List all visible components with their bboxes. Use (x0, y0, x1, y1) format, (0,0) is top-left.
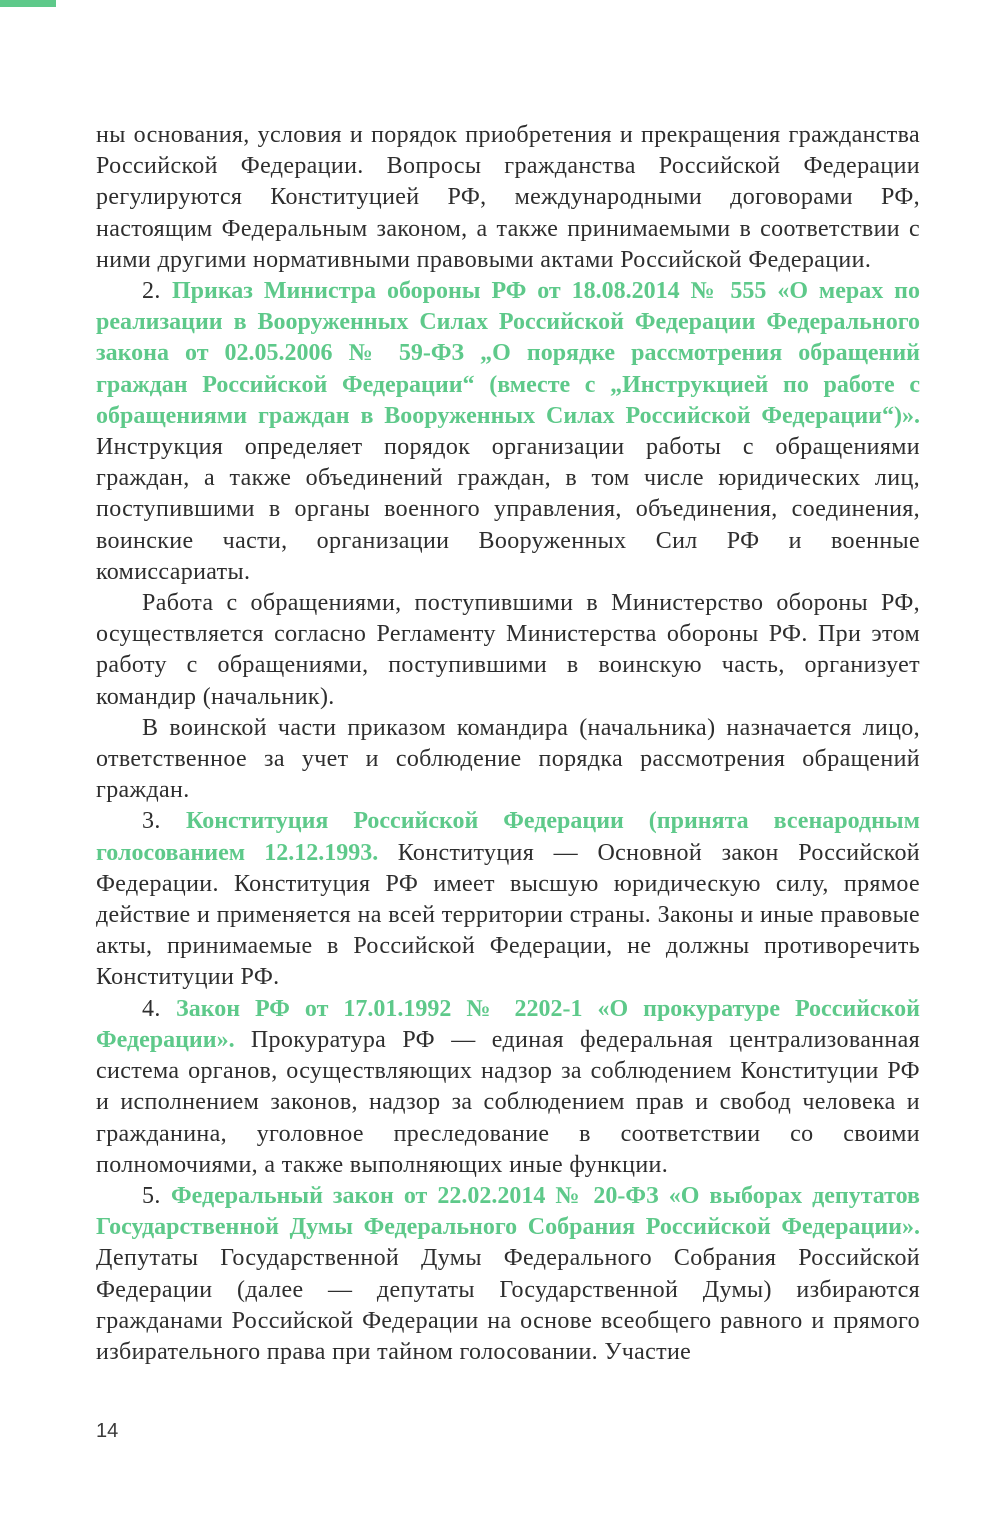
paragraph-item-4 (96, 994, 920, 1181)
paragraph-text: Депутаты Государственной Думы Федерального Собрания Российской Федерации (далее — депутаты Государственной Думы) избираются гражданами Российской Федерации на основе всеобщего равного и прямого избирательного права при тайном голосовании. Участие (96, 1245, 920, 1365)
paragraph-item-5 (96, 1181, 920, 1368)
document-body (96, 120, 920, 1368)
document-reference-title: Приказ Министра обороны РФ от 18.08.2014 № 555 «О мерах по реализации в Вооруженных Силах Российской Федерации Федерального закона от 02.05.2006 № 59-ФЗ „О порядке рассмотрения обращений граждан Российской Федерации“ (вместе с „Инструкцией по работе с обращениями граждан в Вооруженных Силах Российской Федерации“)». (96, 278, 920, 429)
paragraph-appeals-ministry (96, 588, 920, 713)
document-reference-title: Федеральный закон от 22.02.2014 № 20-ФЗ «О выборах депутатов Государственной Думы Федерального Собрания Российской Федерации». (96, 1182, 920, 1241)
document-reference-title: Конституция Российской Федерации (принята всенародным голосованием 12.12.1993. (96, 808, 920, 866)
paragraph-text: Конституция — Основной закон Российской Федерации. Конституция РФ имеет высшую юридическую силу, прямое действие и применяется на всей территории страны. Законы и иные правовые акты, принимаемые в Российской Федерации, не должны противоречить Конституции РФ. (96, 839, 921, 991)
item-number: 4. (142, 995, 161, 1022)
paragraph-item-3 (96, 806, 920, 993)
paragraph-citizenship-continuation (96, 120, 920, 276)
item-number: 5. (142, 1182, 161, 1209)
document-reference-title: Закон РФ от 17.01.1992 № 2202-1 «О прокуратуре Российской Федерации». (96, 995, 920, 1053)
item-number: 2. (142, 278, 161, 305)
paragraph-text: ны основания, условия и порядок приобретения и прекращения гражданства Российской Федерации. Вопросы гражданства Российской Федерации регулируются Конституцией РФ, международными договорами РФ, настоящим Федеральным законом, а также принимаемыми в соответствии с ними другими нормативными правовыми актами Российской Федерации. (96, 122, 920, 273)
paragraph-text: Инструкция определяет порядок организации работы с обращениями граждан, а также объединений граждан, в том числе юридических лиц, поступившими в органы военного управления, объединения, соединения, воинские части, организации Вооруженных Сил РФ и военные комиссариаты. (96, 434, 920, 585)
item-number: 3. (142, 808, 161, 835)
paragraph-text: Работа с обращениями, поступившими в Министерство обороны РФ, осуществляется согласно Регламенту Министерства обороны РФ. При этом работу с обращениями, поступившими в воинскую часть, организует командир (начальник). (96, 590, 920, 710)
paragraph-item-2 (96, 276, 920, 588)
paragraph-text: В воинской части приказом командира (начальника) назначается лицо, ответственное за учет и соблюдение порядка рассмотрения обращений граждан. (96, 714, 920, 804)
page-corner-tab (0, 0, 56, 7)
paragraph-responsible-person (96, 713, 920, 807)
paragraph-text: Прокуратура РФ — единая федеральная централизованная система органов, осуществляющих надзор за соблюдением Конституции РФ и исполнением законов, надзор за соблюдением прав и свобод человека и гражданина, уголовное преследование в соответствии со своими полномочиями, а также выполняющих иные функции. (96, 1026, 920, 1178)
page-number: 14 (96, 1420, 119, 1442)
